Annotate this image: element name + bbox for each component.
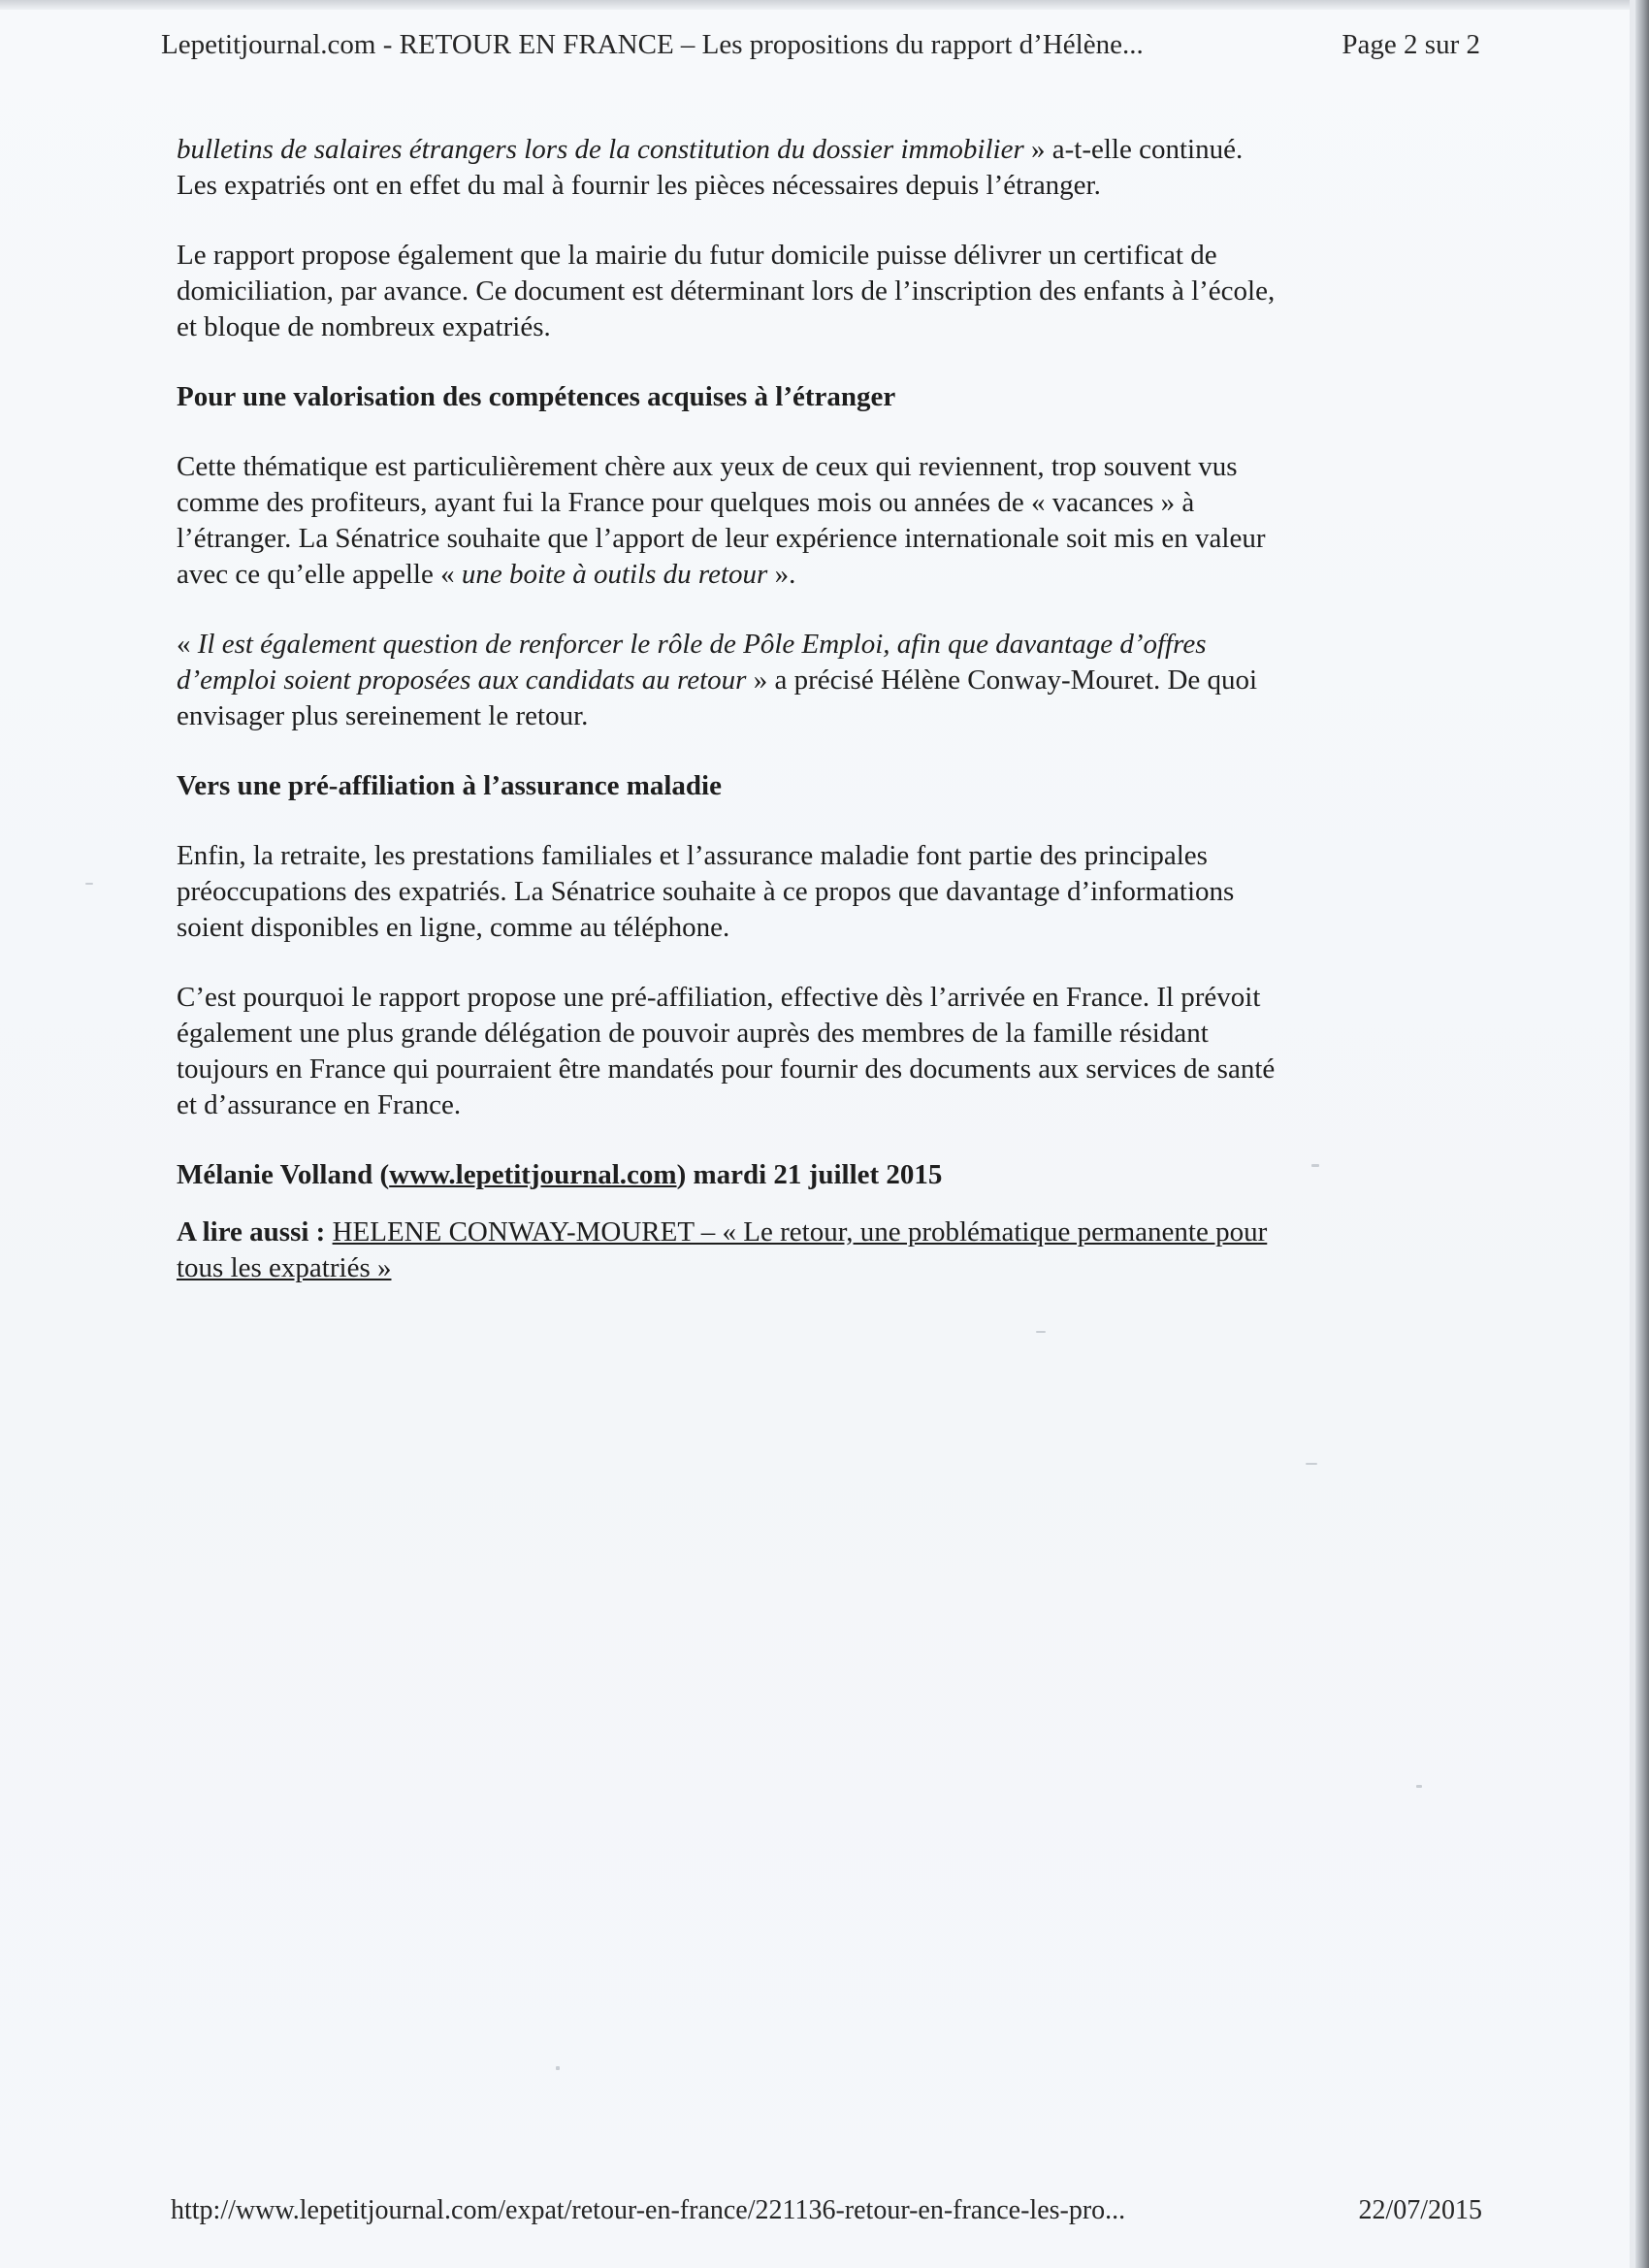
text-line bbox=[177, 132, 1467, 168]
paragraph-5 bbox=[177, 838, 1467, 946]
scan-edge-right bbox=[1635, 0, 1649, 2268]
text-line: C’est pourquoi le rapport propose une pré-affiliation, effective dès l’arrivée en France. Il prévoit bbox=[177, 982, 1261, 1013]
section-heading-assurance: Vers une pré-affiliation à l’assurance maladie bbox=[177, 770, 722, 801]
scan-speck bbox=[1416, 1785, 1422, 1788]
text-line: toujours en France qui pourraient être mandatés pour fournir des documents aux services de santé bbox=[177, 1053, 1276, 1085]
scan-speck bbox=[1306, 1463, 1317, 1465]
text-line bbox=[177, 1215, 1467, 1250]
text-line: Le rapport propose également que la mairie du futur domicile puisse délivrer un certificat de bbox=[177, 240, 1217, 271]
text-line bbox=[177, 627, 1467, 663]
byline-author: Mélanie Volland ( bbox=[177, 1159, 390, 1190]
text-line: Enfin, la retraite, les prestations familiales et l’assurance maladie font partie des principales bbox=[177, 840, 1208, 871]
paragraph-4 bbox=[177, 627, 1467, 734]
text-line bbox=[177, 1157, 1467, 1193]
text-span: « bbox=[177, 629, 198, 660]
italic-quote: d’emploi soient proposées aux candidats au retour bbox=[177, 664, 747, 696]
section-heading-valorisation: Pour une valorisation des compétences acquises à l’étranger bbox=[177, 381, 896, 412]
site-link[interactable]: www.lepetitjournal.com bbox=[389, 1159, 677, 1190]
text-line: également une plus grande délégation de pouvoir auprès des membres de la famille résidant bbox=[177, 1018, 1209, 1049]
read-also bbox=[177, 1215, 1467, 1286]
scan-speck bbox=[85, 883, 93, 885]
text-line: l’étranger. La Sénatrice souhaite que l’apport de leur expérience internationale soit mis en valeur bbox=[177, 523, 1266, 554]
text-line bbox=[177, 1250, 1467, 1286]
byline-date: ) mardi 21 juillet 2015 bbox=[676, 1159, 943, 1190]
italic-quote: une boite à outils du retour bbox=[461, 559, 768, 590]
read-also-label: A lire aussi : bbox=[177, 1216, 333, 1247]
text-line: et d’assurance en France. bbox=[177, 1089, 462, 1120]
italic-quote: Il est également question de renforcer le rôle de Pôle Emploi, afin que davantage d’offres bbox=[197, 629, 1207, 660]
text-span: » a précisé Hélène Conway-Mouret. De quoi bbox=[746, 664, 1258, 696]
text-line bbox=[177, 557, 1467, 593]
text-line: Les expatriés ont en effet du mal à fournir les pièces nécessaires depuis l’étranger. bbox=[177, 170, 1101, 201]
text-line: envisager plus sereinement le retour. bbox=[177, 700, 589, 731]
italic-quote: bulletins de salaires étrangers lors de la constitution du dossier immobilier bbox=[177, 134, 1024, 165]
text-line: domiciliation, par avance. Ce document est déterminant lors de l’inscription des enfants à l’école, bbox=[177, 275, 1276, 307]
text-line: Cette thématique est particulièrement chère aux yeux de ceux qui reviennent, trop souvent vus bbox=[177, 451, 1238, 482]
text-line: soient disponibles en ligne, comme au téléphone. bbox=[177, 912, 730, 943]
related-article-link-cont[interactable]: tous les expatriés » bbox=[177, 1252, 392, 1283]
paragraph-3 bbox=[177, 449, 1467, 593]
scan-edge-top bbox=[0, 0, 1649, 10]
paragraph-2 bbox=[177, 238, 1467, 345]
related-article-link[interactable]: HELENE CONWAY-MOURET – « Le retour, une problématique permanente pour bbox=[332, 1216, 1268, 1247]
text-line bbox=[177, 663, 1467, 698]
paragraph-1 bbox=[177, 132, 1467, 204]
text-span: avec ce qu’elle appelle « bbox=[177, 559, 462, 590]
scan-speck bbox=[1036, 1331, 1046, 1333]
text-line: comme des profiteurs, ayant fui la France pour quelques mois ou années de « vacances » à bbox=[177, 487, 1195, 518]
header-title: Lepetitjournal.com - RETOUR EN FRANCE – Les propositions du rapport d’Hélène... bbox=[161, 29, 1144, 60]
text-line: et bloque de nombreux expatriés. bbox=[177, 311, 551, 342]
footer-date: 22/07/2015 bbox=[1358, 2195, 1482, 2225]
byline bbox=[177, 1157, 1467, 1193]
scan-speck bbox=[556, 2066, 560, 2070]
paragraph-6 bbox=[177, 980, 1467, 1123]
article-body bbox=[177, 132, 1467, 1320]
text-line: préoccupations des expatriés. La Sénatrice souhaite à ce propos que davantage d’informations bbox=[177, 876, 1235, 907]
text-span: ». bbox=[767, 559, 796, 590]
text-span: » a-t-elle continué. bbox=[1023, 134, 1244, 165]
page-number: Page 2 sur 2 bbox=[1342, 29, 1480, 60]
footer-url: http://www.lepetitjournal.com/expat/retour-en-france/221136-retour-en-france-les-pro... bbox=[171, 2195, 1126, 2225]
